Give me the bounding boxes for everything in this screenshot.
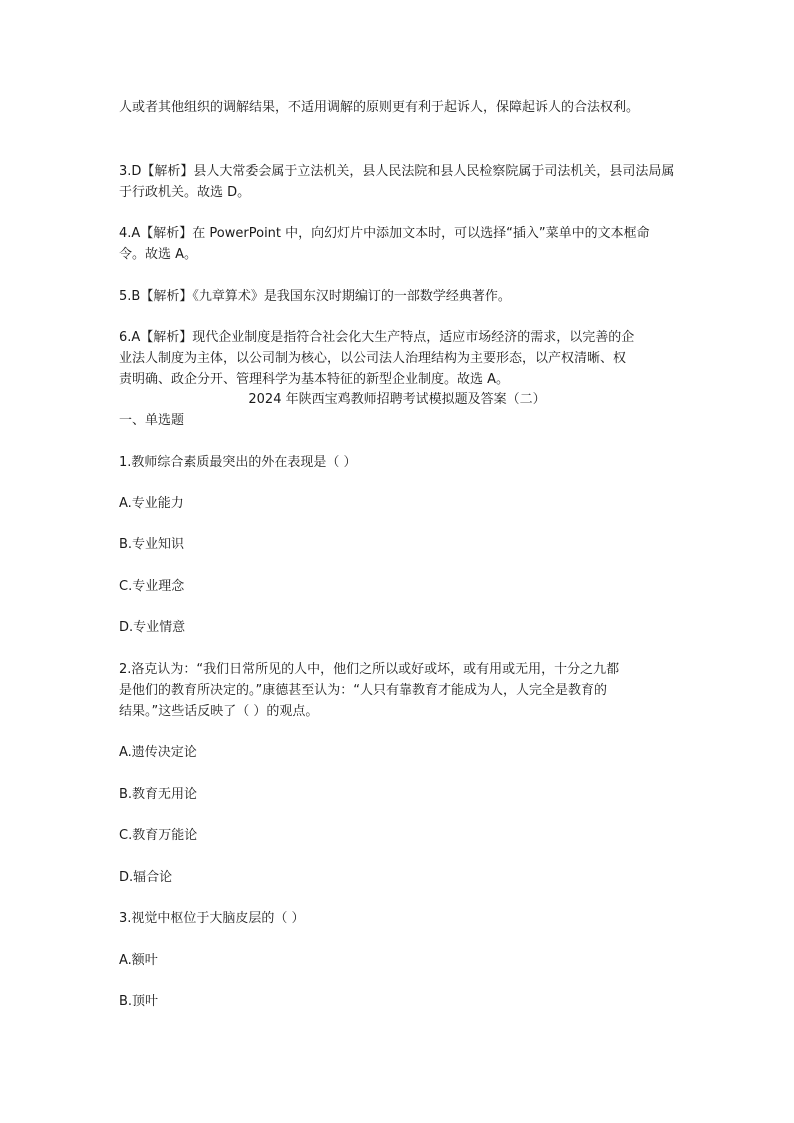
answer-2-tail: 人或者其他组织的调解结果，不适用调解的原则更有利于起诉人，保障起诉人的合法权利。	[119, 100, 640, 115]
question-2-stem-line: 2.洛克认为：“我们日常所见的人中，他们之所以或好或坏，或有用或无用，十分之九都	[119, 662, 620, 677]
answer-6-line: 6.A【解析】现代企业制度是指符合社会化大生产特点，适应市场经济的需求，以完善的企	[119, 330, 635, 345]
question-2-option: B.教育无用论	[119, 787, 198, 802]
section-heading: 一、单选题	[119, 413, 185, 428]
question-1-option: C.专业理念	[119, 579, 185, 594]
answer-4: 4.A【解析】在 PowerPoint 中，向幻灯片中添加文本时，可以选择“插入”菜单中的文本框命令。故选 A。	[119, 226, 650, 262]
question-1-option: B.专业知识	[119, 537, 185, 552]
question-1-option: D.专业情意	[119, 620, 186, 635]
question-3-stem: 3.视觉中枢位于大脑皮层的（ ）	[119, 911, 305, 926]
question-2-option: A.遗传决定论	[119, 745, 197, 760]
question-2-stem	[119, 659, 675, 722]
question-2-stem-line: 是他们的教育所决定的。”康德甚至认为：“人只有靠教育才能成为人，人完全是教育的	[119, 683, 607, 698]
answer-3: 3.D【解析】县人大常委会属于立法机关，县人民法院和县人民检察院属于司法机关，县司法局属于行政机关。故选 D。	[119, 164, 675, 200]
question-3-option: B.顶叶	[119, 994, 159, 1009]
answer-6-line: 业法人制度为主体，以公司制为核心，以公司法人治理结构为主要形态，以产权清晰、权	[119, 351, 627, 366]
answer-5: 5.B【解析】《九章算术》是我国东汉时期编订的一部数学经典著作。	[119, 289, 511, 304]
question-2-stem-line: 结果。”这些话反映了（ ）的观点。	[119, 704, 319, 719]
answer-6-line: 责明确、政企分开、管理科学为基本特征的新型企业制度。故选 A。	[119, 372, 510, 387]
question-1-option: A.专业能力	[119, 496, 184, 511]
question-3-option: A.额叶	[119, 953, 158, 968]
question-2-option: C.教育万能论	[119, 828, 198, 843]
answer-6	[119, 327, 675, 390]
section-title: 2024 年陕西宝鸡教师招聘考试模拟题及答案（二）	[248, 392, 546, 407]
question-2-option: D.辐合论	[119, 870, 173, 885]
question-1-stem: 1.教师综合素质最突出的外在表现是（ ）	[119, 455, 357, 470]
